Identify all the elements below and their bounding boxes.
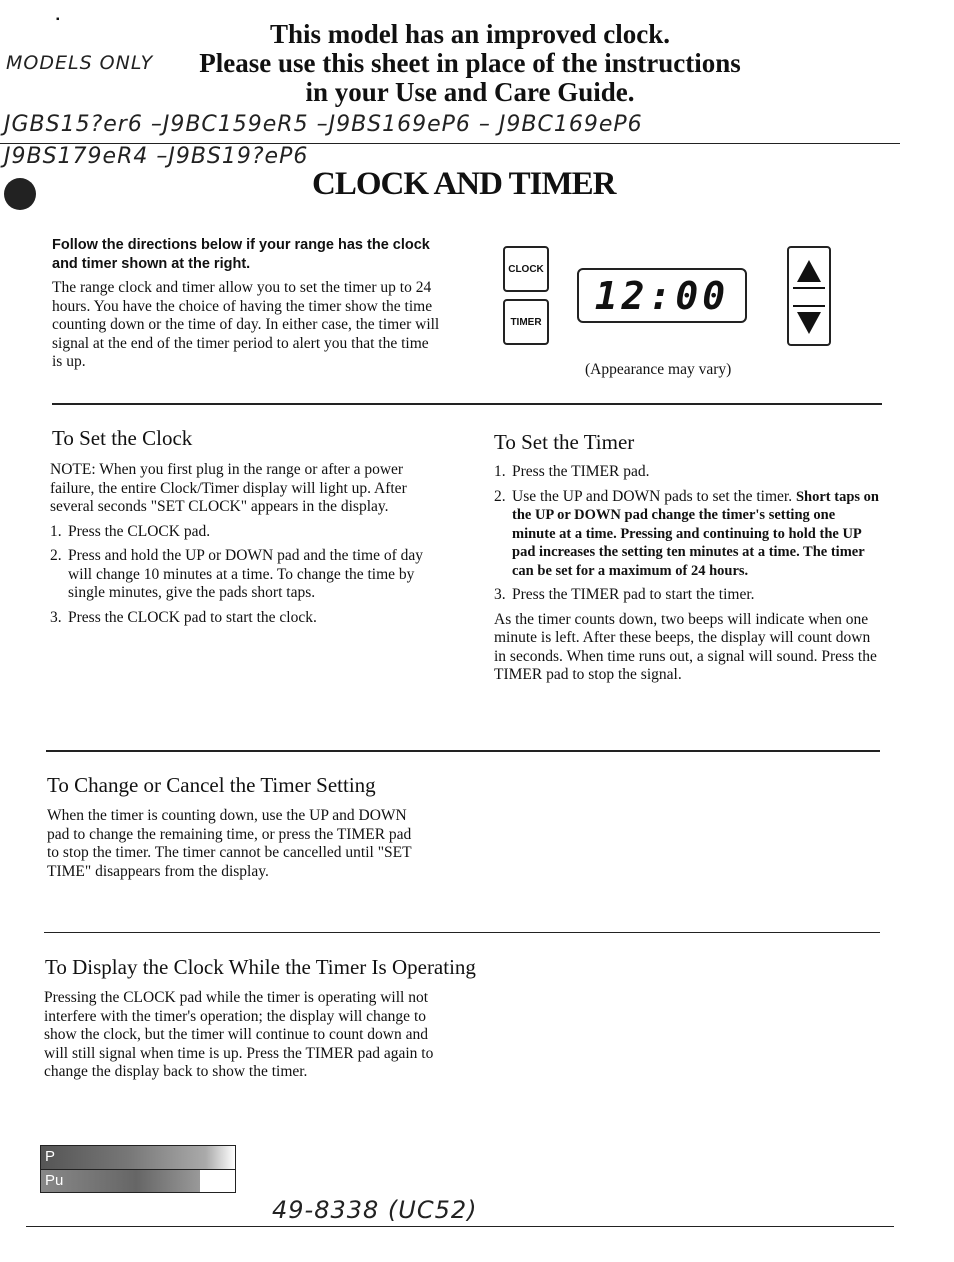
intro [52,236,442,372]
down-arrow-icon [789,302,829,342]
display-clock-heading: To Display the Clock While the Timer Is Operating [45,955,476,979]
footer-label-box [40,1145,236,1193]
section-heading: CLOCK AND TIMER [312,166,616,202]
display-clock-text: Pressing the CLOCK pad while the timer is operating will not interfere with the timer's operation; the display will change to show the clock, but the timer will continue to count down and will still signal when time is up. Press the TIMER pad again to change the display back to show the timer. [44,989,434,1080]
set-clock-section [50,461,442,627]
up-down-pad [787,246,831,346]
intro-bold: Follow the directions below if your range has the clock and timer shown at the right. [52,237,430,272]
set-clock-heading: To Set the Clock [52,426,193,450]
list-item: 3. Press the TIMER pad to start the timer. [494,586,755,603]
divider [44,932,880,933]
notice-title [180,20,760,107]
clock-pad: CLOCK [503,246,549,292]
model-numbers-line-1: JGBS15?er6 –J9BC159eR5 –J9BS169eP6 – J9BC169eP6 [4,112,643,137]
corner-mark: ▪ [56,14,60,25]
list-item: 2. Press and hold the UP or DOWN pad and the time of day will change 10 minutes at a time. To change the time by single minutes, give the pads short taps. [50,547,423,601]
clock-display [577,268,747,323]
list-item: 1. Press the CLOCK pad. [50,522,211,540]
list-item: 2. Use the UP and DOWN pads to set the timer. Short taps on the UP or DOWN pad change the timer's setting one minute at a time. Pressing and continuing to hold the UP pad increases the setting ten minutes at a time. The timer can be set for a maximum of 24 hours. [494,487,879,579]
bottom-rule [26,1226,894,1227]
punch-hole-mark [4,178,36,210]
change-timer-heading: To Change or Cancel the Timer Setting [47,773,376,797]
set-timer-section [494,463,879,685]
display-time: 12:00 [594,273,730,318]
footer-box-line: P [41,1146,235,1170]
timer-pad: TIMER [503,299,549,345]
model-numbers-line-2: J9BS179eR4 –J9BS19?eP6 [4,144,309,169]
divider [52,403,882,405]
set-timer-heading: To Set the Timer [494,430,635,454]
footer-box-line: Pu [41,1170,200,1192]
part-number: 49-8338 (UC52) [272,1196,478,1224]
list-item: 1. Press the TIMER pad. [494,463,650,480]
intro-text: The range clock and timer allow you to set the timer up to 24 hours. You have the choice of having the timer show the time counting down or the time of day. In either case, the timer will signal at the end of the timer period to alert you that the time is up. [52,279,440,370]
title-line: in your Use and Care Guide. [305,77,635,107]
set-clock-note: NOTE: When you first plug in the range or after a power failure, the entire Clock/Timer display will light up. After several seconds "SET CLOCK" appears in the display. [50,461,407,515]
set-timer-after: As the timer counts down, two beeps will indicate when one minute is left. After these beeps, the display will count down in seconds. When time runs out, a signal will sound. Press the TIMER pad to stop the signal. [494,610,877,683]
list-item: 3. Press the CLOCK pad to start the clock. [50,608,317,626]
handwritten-note: MODELS ONLY [6,52,154,74]
change-timer-text: When the timer is counting down, use the UP and DOWN pad to change the remaining time, or press the TIMER pad to stop the timer. The timer cannot be cancelled until "SET TIME" disappears from the display. [47,807,412,880]
up-arrow-icon [789,252,829,292]
appearance-caption: (Appearance may vary) [585,361,732,378]
title-line: This model has an improved clock. [269,19,671,49]
divider [46,750,880,752]
title-line: Please use this sheet in place of the instructions [199,48,741,78]
